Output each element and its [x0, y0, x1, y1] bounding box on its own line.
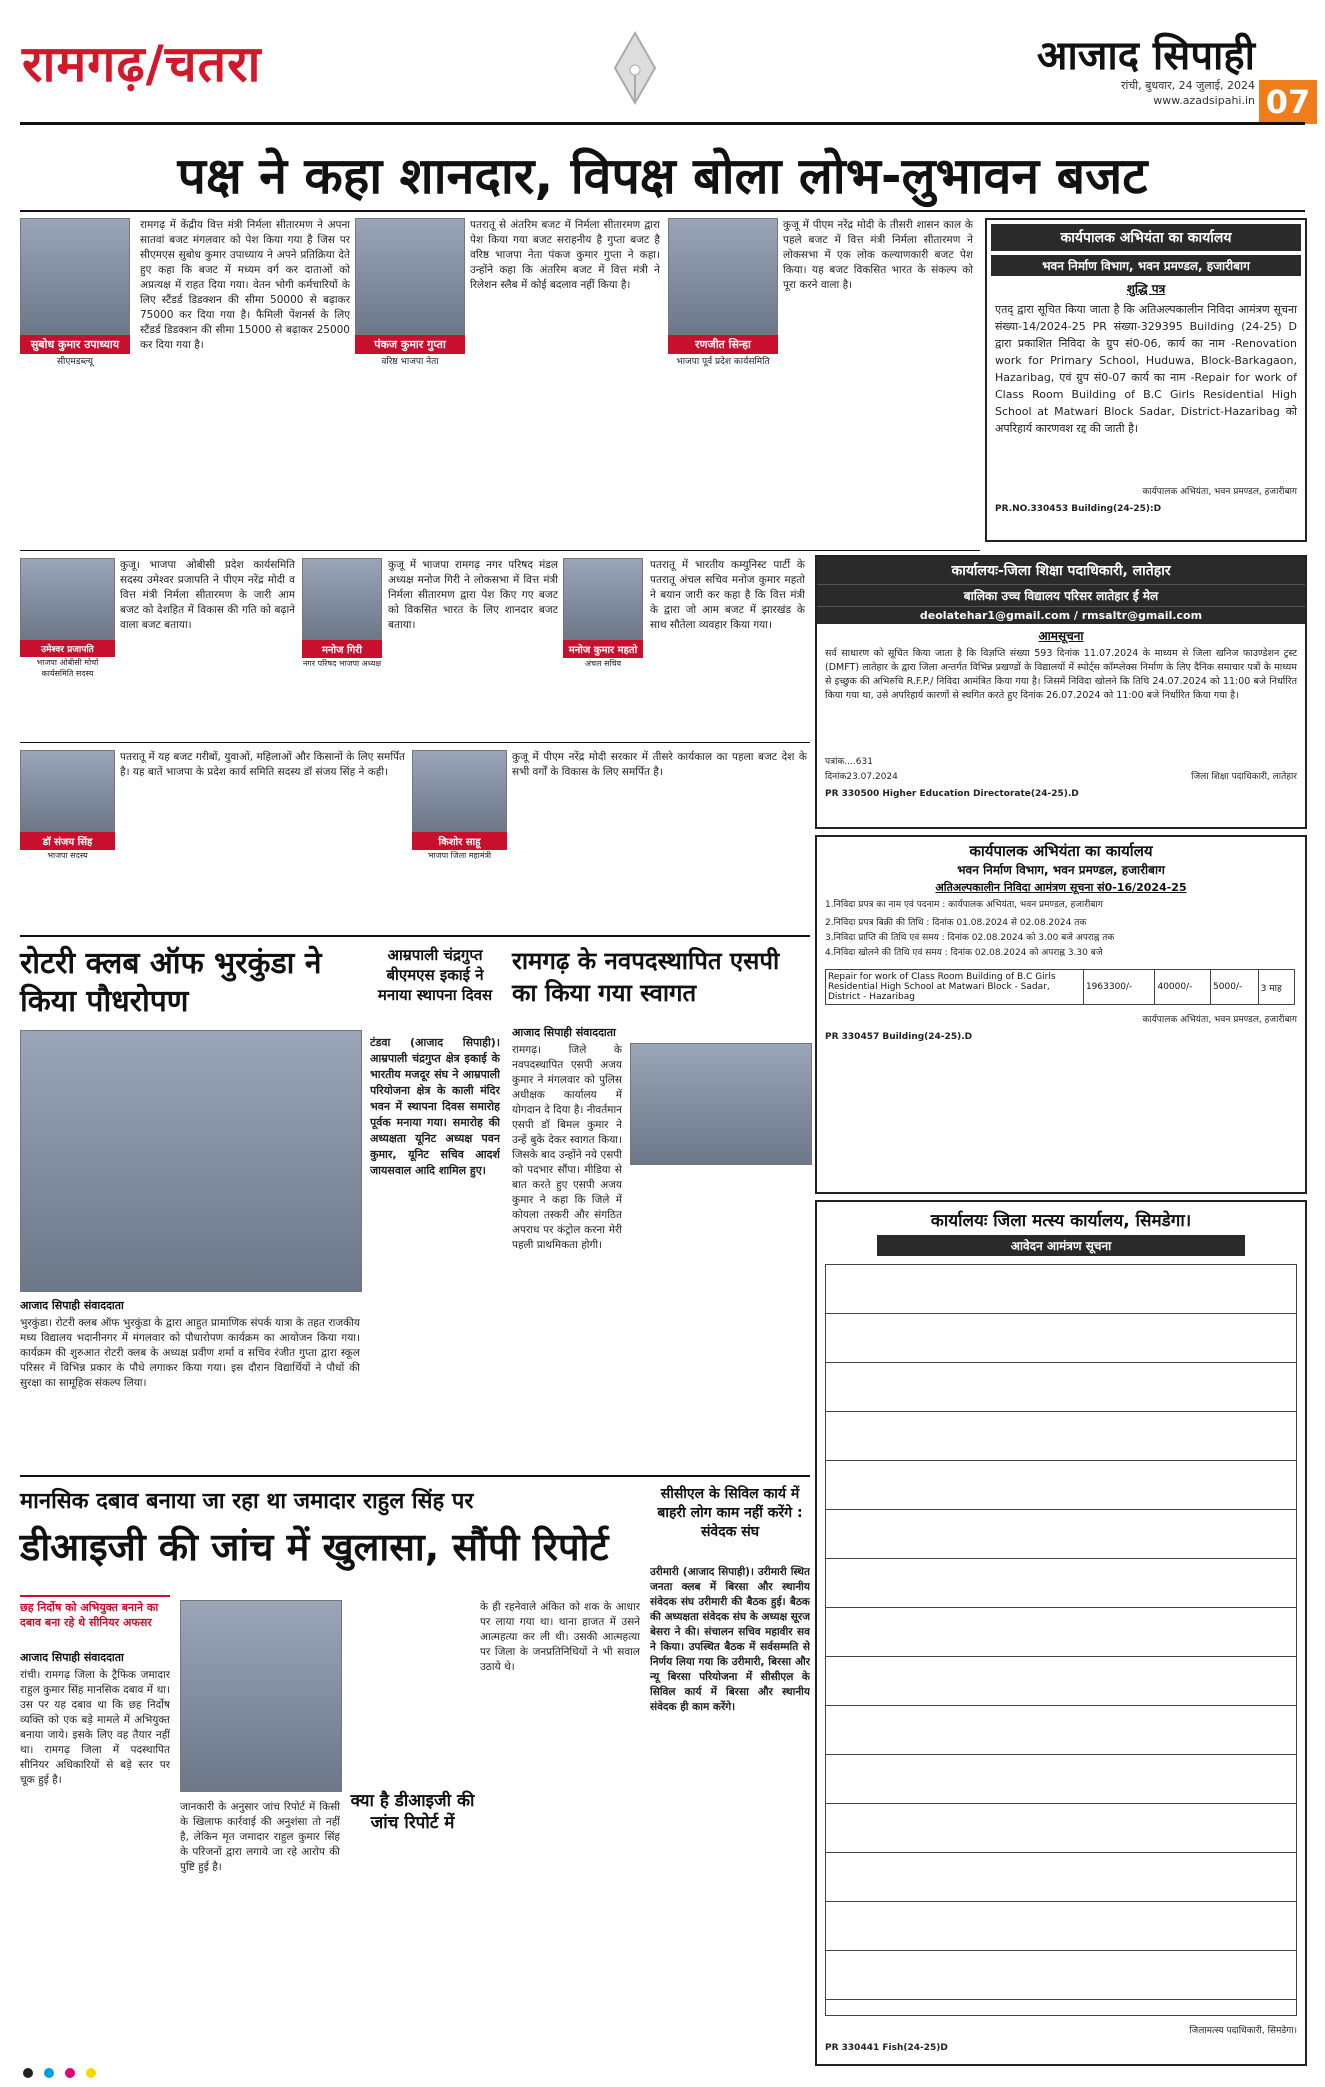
- tender-period: 3 माह: [1258, 970, 1294, 1005]
- notice-title: कार्यपालक अभियंता का कार्यालय: [991, 224, 1301, 251]
- person-role: वरिष्ठ भाजपा नेता: [381, 357, 439, 367]
- person-role: भाजपा जिला महामंत्री: [427, 851, 492, 860]
- reaction-text: कुजू में भाजपा रामगढ़ नगर परिषद मंडल अध्यक्ष मनोज गिरी ने लोकसभा में वित्त मंत्री निर्मला सीतारमण द्वारा पेश किए गए बजट को विकसित भारत के लिए शानदार बजट बताया।: [388, 559, 558, 631]
- reaction-card: [302, 558, 382, 669]
- masthead-rule: [20, 122, 1305, 125]
- reg-dot: [23, 2068, 33, 2078]
- section-rule: [20, 1475, 810, 1477]
- notice-sign: कार्यपालक अभियंता, भवन प्रमण्डल, हजारीबाग: [1142, 1015, 1297, 1025]
- reg-dot: [86, 2068, 96, 2078]
- notice-fisheries: [815, 1200, 1307, 2066]
- tender-table: [825, 969, 1295, 1005]
- dig-headline: डीआइजी की जांच में खुलासा, सौंपी रिपोर्ट: [20, 1525, 609, 1569]
- print-registration-marks: [0, 2063, 1325, 2087]
- rotary-headline: रोटरी क्लब ऑफ भुरकुंडा ने किया पौधरोपण: [20, 946, 322, 1019]
- story-text: जानकारी के अनुसार जांच रिपोर्ट में किसी के खिलाफ कार्रवाई की अनुशंसा तो नहीं है, लेकिन मृत जमादार राहुल कुमार सिंह के परिजनों द्वारा लगाये जा रहे आरोप की पुष्टि हुई है।: [180, 1801, 340, 1873]
- portrait-photo: [412, 750, 507, 832]
- story-text: उरीमारी (आजाद सिपाही)। उरीमारी स्थित जनता क्लब में बिरसा और स्थानीय संवेदक संघ उरीमारी की बैठक हुई। बैठक की अध्यक्षता संवेदक संघ के अध्यक्ष सूरज बेसरा ने की। संचालन सचिव महावीर सव ने किया। उपस्थित बैठक में सर्वसम्मति से निर्णय लिया गया कि उरीमारी, बिरसा और न्यू बिरसा परियोजना में सीसीएल के सिविल कार्य में बिरसा और स्थानीय संवेदक ही काम करेंगे।: [650, 1566, 810, 1713]
- person-role: सीएमडब्ल्यू: [56, 357, 94, 367]
- notice-pr: PR 330457 Building(24-25).D: [825, 1032, 973, 1042]
- notice-sign: जिला शिक्षा पदाधिकारी, लातेहार: [1191, 772, 1297, 782]
- pen-nib-icon: [600, 28, 670, 108]
- notice-subtitle: भवन निर्माण विभाग, भवन प्रमण्डल, हजारीबाग: [991, 255, 1301, 276]
- notice-title: कार्यालयः-जिला शिक्षा पदाधिकारी, लातेहार: [817, 557, 1305, 584]
- reaction-text: पतरातू में भारतीय कम्युनिस्ट पार्टी के पतरातू अंचल सचिव मनोज कुमार महतो ने बयान जारी कर कहा है कि वित्त मंत्री के द्वारा जो आम बजट में झारखंड के साथ सौतेला व्यवहार किया गया।: [650, 559, 805, 631]
- person-role: भाजपा सदस्य: [47, 851, 88, 860]
- portrait-photo: [20, 750, 115, 832]
- person-name: सुबोध कुमार उपाध्याय: [20, 335, 130, 354]
- reg-dot: [65, 2068, 75, 2078]
- portrait-photo: [668, 218, 778, 335]
- reaction-card: [355, 218, 465, 367]
- portrait-photo: [20, 218, 130, 335]
- pull-quote: छह निर्दोष को अभियुक्त बनाने का दबाव बना रहे थे सीनियर अफसर: [20, 1595, 170, 1630]
- person-name: किशोर साहू: [412, 832, 507, 850]
- portrait-photo: [302, 558, 382, 640]
- story-text: रांची। रामगढ़ जिला के ट्रैफिक जमादार राहुल कुमार सिंह मानसिक दबाव में था। उस पर यह दबाव था कि छह निर्दोष व्यक्ति को एक बड़े मामले में अभियुक्त बनाया जाये। इसके लिए वह तैयार नहीं था। रामगढ़ जिला में पदस्थापित सीनियर अधिकारियों से बड़े स्तर पर चूक हुई है।: [20, 1669, 170, 1786]
- byline: आजाद सिपाही संवाददाता: [20, 1299, 124, 1312]
- story-text: टंडवा (आजाद सिपाही)। आम्रपाली चंद्रगुप्त क्षेत्र इकाई के भारतीय मजदूर संघ ने आम्रपाली परियोजना क्षेत्र के काली मंदिर भवन में स्थापना दिवस समारोह पूर्वक मनाया गया। समारोह की अध्यक्षता यूनिट अध्यक्ष पवन कुमार, यूनिट सचिव आदर्श जायसवाल आदि शामिल हुए।: [370, 1036, 500, 1177]
- paper-name: आजाद सिपाही: [1036, 33, 1255, 79]
- notice-pr: PR 330441 Fish(24-25)D: [825, 2043, 948, 2053]
- reaction-card: [668, 218, 778, 367]
- person-name: मनोज कुमार महतो: [563, 640, 643, 658]
- person-name: मनोज गिरी: [302, 640, 382, 658]
- tender-row: 3.निविदा प्राप्ति की तिथि एवं समय : दिनांक 02.08.2024 को 3.00 बजे अपराह्न तक: [825, 933, 1115, 943]
- person-role: अंचल सचिव: [584, 659, 622, 668]
- section-rule: [20, 935, 810, 937]
- notice-pr: PR 330500 Higher Education Directorate(24-25).D: [825, 789, 1079, 799]
- sp-welcome-photo: [630, 1043, 812, 1165]
- tender-row: 2.निविदा प्रपत्र बिक्री की तिथि : दिनांक 01.08.2024 से 02.08.2024 तक: [825, 918, 1087, 928]
- notice-building-corrigendum: [985, 218, 1307, 542]
- notice-sign: जिलामत्स्य पदाधिकारी, सिमडेगा।: [1189, 2026, 1297, 2036]
- reaction-card: [20, 750, 115, 861]
- plantation-photo: [20, 1030, 362, 1292]
- dig-kicker: मानसिक दबाव बनाया जा रहा था जमादार राहुल सिंह पर: [20, 1489, 474, 1514]
- tender-fee: 5000/-: [1211, 970, 1259, 1005]
- reaction-card: [563, 558, 643, 669]
- person-name: रणजीत सिन्हा: [668, 335, 778, 354]
- portrait-photo: [20, 558, 115, 640]
- section-rule: [20, 742, 810, 743]
- reaction-card: [20, 218, 130, 367]
- reaction-card: [412, 750, 507, 861]
- sp-headline: रामगढ़ के नवपदस्थापित एसपी का किया गया स्वागत: [512, 947, 780, 1007]
- dig-subhead: क्या है डीआइजी की जांच रिपोर्ट में: [350, 1791, 475, 1833]
- notice-title: कार्यपालक अभियंता का कार्यालय: [969, 842, 1153, 860]
- notice-subtitle: भवन निर्माण विभाग, भवन प्रमण्डल, हजारीबाग: [957, 863, 1165, 877]
- reg-dot: [44, 2068, 54, 2078]
- notice-education-latehar: [815, 555, 1307, 829]
- ccl-headline: सीसीएल के सिविल कार्य में बाहरी लोग काम नहीं करेंगे : संवेदक संघ: [657, 1486, 803, 1540]
- person-role: नगर परिषद भाजपा अध्यक्ष: [302, 659, 382, 668]
- story-text: भुरकुंडा। रोटरी क्लब ऑफ भुरकुंडा के द्वारा आहुत प्रामाणिक संपर्क यात्रा के तहत राजकीय मध्य विद्यालय भदानीनगर में मंगलवार को पौधारोपण कार्यक्रम का आयोजन किया गया। कार्यक्रम की शुरुआत रोटरी क्लब के अध्यक्ष प्रवीण शर्मा व सचिव रंजीत गुप्ता द्वारा स्कूल परिसर में विभिन्न प्रकार के पौधे लगाकर किया गया। इस दौरान विद्यार्थियों ने पौधों की सुरक्षा का सामूहिक संकल्प लिया।: [20, 1317, 360, 1389]
- tender-row: 1.निविदा प्रपत्र का नाम एवं पदनाम : कार्यपालक अभियंता, भवन प्रमण्डल, हजारीबाग: [825, 900, 1103, 910]
- notice-sign: कार्यपालक अभियंता, भवन प्रमण्डल, हजारीबाग: [1142, 487, 1297, 497]
- reaction-text: पतरातू में यह बजट गरीबों, युवाओं, महिलाओं और किसानों के लिए समर्पित है। यह बातें भाजपा के प्रदेश कार्य समिति सदस्य डॉ संजय सिंह ने कही।: [120, 751, 405, 778]
- page-number: 07: [1259, 80, 1317, 124]
- notice-label: आवेदन आमंत्रण सूचना: [877, 1235, 1245, 1256]
- notice-label: शुद्धि पत्र: [1126, 282, 1166, 296]
- tender-work: Repair for work of Class Room Building of B.C Girls Residential High School at Matwari Block - Sadar, District - Hazaribag: [826, 970, 1084, 1005]
- story-text: रामगढ़। जिले के नवपदस्थापित एसपी अजय कुमार ने मंगलवार को पुलिस अधीक्षक कार्यालय में योगदान दे दिया है। नीवर्तमान एसपी डॉ बिमल कुमार ने उन्हें बुके देकर स्वागत किया। जिसके बाद उन्होंने नये एसपी को पदभार सौंपा। मीडिया से बात करते हुए एसपी अजय कुमार ने कहा कि जिले में कोयला तस्करी और संगठित अपराध पर कंट्रोल करना मेरी पहली प्राथमिकता होगी।: [512, 1044, 622, 1251]
- byline: आजाद सिपाही संवाददाता: [512, 1026, 616, 1039]
- notice-building-tender: [815, 835, 1307, 1194]
- section-title: रामगढ़/चतरा: [22, 35, 262, 93]
- person-name: उमेश्वर प्रजापति: [20, 640, 115, 657]
- tender-cost: 1963300/-: [1083, 970, 1155, 1005]
- tender-row: 4.निविदा खोलने की तिथि एवं समय : दिनांक 02.08.2024 को अपराह्न 3.30 बजे: [825, 948, 1103, 958]
- person-role: भाजपा ओबीसी मोर्चा कार्यसमिति सदस्य: [36, 658, 99, 678]
- notice-label: अतिअल्पकालीन निविदा आमंत्रण सूचना सं0-16/2024-25: [935, 881, 1187, 894]
- application-table: [825, 1264, 1297, 2016]
- notice-body: एतद् द्वारा सूचित किया जाता है कि अतिअल्पकालीन निविदा आमंत्रण सूचना संख्या-14/2024-25 PR संख्या-329395 Building (24-25) D द्वारा प्रकाशित निविदा के ग्रुप सं0-06, कार्य का नाम -Renovation work for Primary School, Huduwa, Block-Barkagaon, Hazaribag, एवं ग्रुप सं0-07 कार्य का नाम -Repair for work of Class Room Building of B.C Girls Residential High School at Matwari Block Sadar, District-Hazaribag को अपरिहार्य कारणवश रद्द की जाती है।: [995, 303, 1297, 435]
- reaction-text: कुजू में पीएम नरेंद्र मोदी के तीसरी शासन काल के पहले बजट में वित्त मंत्री निर्मला सीतारमण ने लोकसभा में एक लोक कल्याणकारी बजट पेश किया। यह बजट विकसित भारत के संकल्प को पूरा करने वाला है।: [783, 219, 973, 291]
- byline: आजाद सिपाही संवाददाता: [20, 1651, 124, 1664]
- jamadar-photo: [180, 1600, 342, 1792]
- headline-rule: [20, 210, 1305, 212]
- reaction-text: कुजू। भाजपा ओबीसी प्रदेश कार्यसमिति सदस्य उमेश्वर प्रजापति ने पीएम नरेंद्र मोदी व वित्त मंत्री निर्मला सीतारमण के जारी आम बजट को देशहित में विकास की गति को बढ़ाने वाला बजट बताया।: [120, 559, 295, 631]
- reaction-text: पतरातू से अंतरिम बजट में निर्मला सीतारमण द्वारा पेश किया गया बजट सराहनीय है गुप्ता बजट है वरिष्ठ भाजपा नेता पंकज कुमार गुप्ता ने कहा। उन्होंने कहा कि अंतरिम बजट में वित्त मंत्री ने रिलेशन स्लैब में कोई बदलाव नहीं किया है।: [470, 219, 660, 291]
- reaction-text: रामगढ़ में केंद्रीय वित्त मंत्री निर्मला सीतारमण ने अपना सातवां बजट मंगलवार को पेश किया गया है जिस पर सीएमएस सुबोध कुमार उपाध्याय ने अपने प्रतिक्रिया देते हुए कहा कि बजट में मध्यम वर्ग कर दाताओं को अप्रत्यक्ष में राहत दिया गया। वेतन भोगी कर्मचारियों के लिए स्टैंडर्ड डिडक्शन की सीमा 50000 से बढ़ाकर 75000 कर दिया गया है। फैमिली पेंशनर्स के लिए स्टैंडर्ड डिडक्शन की सीमा 15000 से बढ़ाकर 25000 कर दिया गया है।: [140, 219, 350, 351]
- portrait-photo: [355, 218, 465, 335]
- reaction-card: [20, 558, 115, 679]
- person-name: पंकज कुमार गुप्ता: [355, 335, 465, 354]
- notice-ref: पत्रांक....631: [825, 757, 873, 767]
- person-role: भाजपा पूर्व प्रदेश कार्यसमिति: [676, 357, 770, 367]
- amrapali-headline: आम्रपाली चंद्रगुप्त बीएमएस इकाई ने मनाया स्थापना दिवस: [377, 946, 493, 1004]
- notice-pr: PR.NO.330453 Building(24-25):D: [995, 504, 1162, 514]
- section-rule: [20, 550, 980, 551]
- notice-date: दिनांक23.07.2024: [825, 772, 898, 782]
- notice-label: आमसूचना: [1038, 629, 1084, 643]
- notice-email[interactable]: deolatehar1@gmail.com / rmsaltr@gmail.com: [817, 606, 1305, 624]
- reaction-text: कुजू में पीएम नरेंद्र मोदी सरकार में तीसरे कार्यकाल का पहला बजट देश के सभी वर्गों के विकास के लिए समर्पित है।: [512, 751, 807, 778]
- notice-title: कार्यालयः जिला मत्स्य कार्यालय, सिमडेगा।: [930, 1211, 1192, 1231]
- story-text: के ही रहनेवाले अंकित को शक के आधार पर लाया गया था। थाना हाजत में उसने आत्महत्या कर ली थी। उसकी आत्महत्या पर जिला के जनप्रतिनिधियों ने भी सवाल उठाये थे।: [480, 1601, 640, 1673]
- website[interactable]: www.azadsipahi.in: [1153, 94, 1255, 107]
- notice-body: सर्व साधारण को सूचित किया जाता है कि विज्ञप्ति संख्या 593 दिनांक 11.07.2024 के माध्यम से जिला खनिज फाउण्डेशन ट्रस्ट (DMFT) लातेहार के द्वारा जिला अन्तर्गत विभिन्न प्रखण्डों के विद्यालयों में स्पोर्ट्स कॉम्प्लेक्स निर्माण के लिए दैनिक समाचार पत्रों के माध्यम से इच्छुक की अभिरुचि R.F.P./ निविदा आमंत्रित किया गया है। जिसमें निविदा खोलने कि तिथि 24.07.2024 को 11:00 बजे निर्धारित किया गया था, उसे अपरिहार्य कारणों से स्थगित करते हुए दिनांक 26.07.2024 को 11:00 बजे निर्धारित किया गया है।: [825, 648, 1297, 701]
- main-headline: पक्ष ने कहा शानदार, विपक्ष बोला लोभ-लुभावन बजट: [177, 147, 1148, 205]
- tender-earnest: 40000/-: [1155, 970, 1211, 1005]
- person-name: डॉ संजय सिंह: [20, 832, 115, 850]
- issue-date: रांची, बुधवार, 24 जुलाई, 2024: [1120, 79, 1255, 92]
- notice-subtitle: बालिका उच्च विद्यालय परिसर लातेहार ई मेल: [817, 584, 1305, 606]
- portrait-photo: [563, 558, 643, 640]
